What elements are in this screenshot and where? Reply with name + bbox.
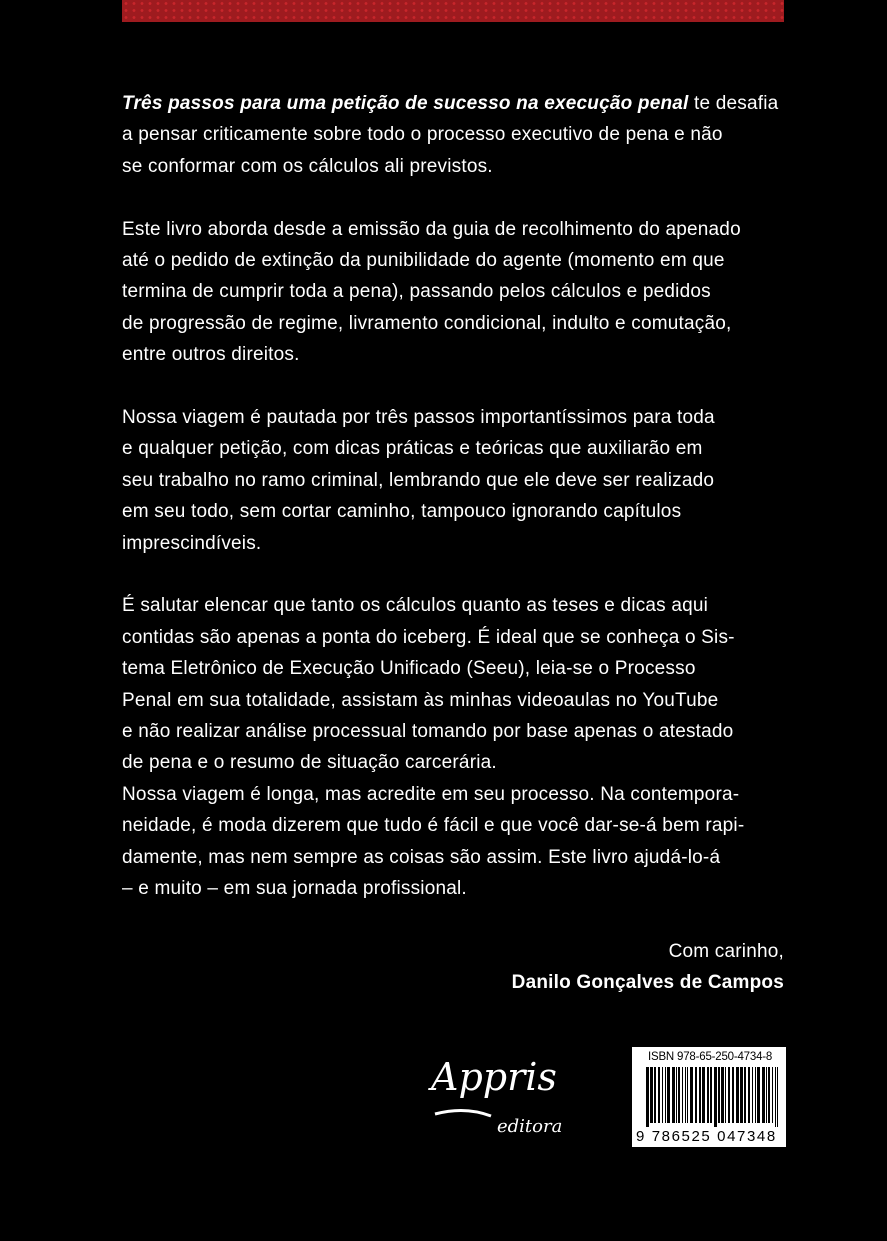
isbn-barcode (632, 1047, 786, 1147)
barcode-bars (636, 1067, 782, 1127)
closing: Com carinho, (668, 940, 784, 962)
body-paragraph: É salutar elencar que tanto os cálculos quanto as teses e dicas aqui contidas são apenas a ponta do iceberg. É ideal que se conheça o Sis- tema Eletrônico de Execução Unificado (Seeu), leia-se o Processo Penal em sua totalidade, assistam às minhas videoaulas no YouTube e não realizar análise processual tomando por base apenas o atestado de pena e o resumo de situação carcerária. (122, 595, 735, 774)
barcode-digits: 9 786525 047348 (636, 1128, 777, 1145)
logo-wordmark: Appris (431, 1055, 557, 1099)
back-cover-text (122, 88, 784, 999)
body-paragraph: Nossa viagem é longa, mas acredite em seu processo. Na contempora- neidade, é moda dizerem que tudo é fácil e que você dar-se-á bem rapi- damente, mas nem sempre as coisas são assim. Este livro ajudá-lo-á – e muito – em sua jornada profissional. (122, 783, 745, 900)
decorative-red-band (122, 0, 784, 22)
signature (122, 936, 784, 999)
intro-paragraph: Três passos para uma petição de sucesso na execução penal te desafia a pensar criticamente sobre todo o processo executivo de pena e não se conformar com os cálculos ali previstos. (122, 93, 779, 177)
author-name: Danilo Gonçalves de Campos (511, 972, 784, 994)
logo-subtitle: editora (497, 1116, 563, 1137)
appris-editora-logo (425, 1052, 600, 1138)
isbn-label: ISBN 978-65-250-4734-8 (648, 1051, 773, 1063)
body-paragraph: Nossa viagem é pautada por três passos importantíssimos para toda e qualquer petição, com dicas práticas e teóricas que auxiliarão em seu trabalho no ramo criminal, lembrando que ele deve ser realizado em seu todo, sem cortar caminho, tampouco ignorando capítulos imprescindíveis. (122, 407, 715, 554)
book-title: Três passos para uma petição de sucesso na execução penal (122, 93, 689, 114)
body-paragraph: Este livro aborda desde a emissão da guia de recolhimento do apenado até o pedido de extinção da punibilidade do agente (momento em que termina de cumprir toda a pena), passando pelos cálculos e pedidos de progressão de regime, livramento condicional, indulto e comutação, entre outros direitos. (122, 218, 741, 366)
